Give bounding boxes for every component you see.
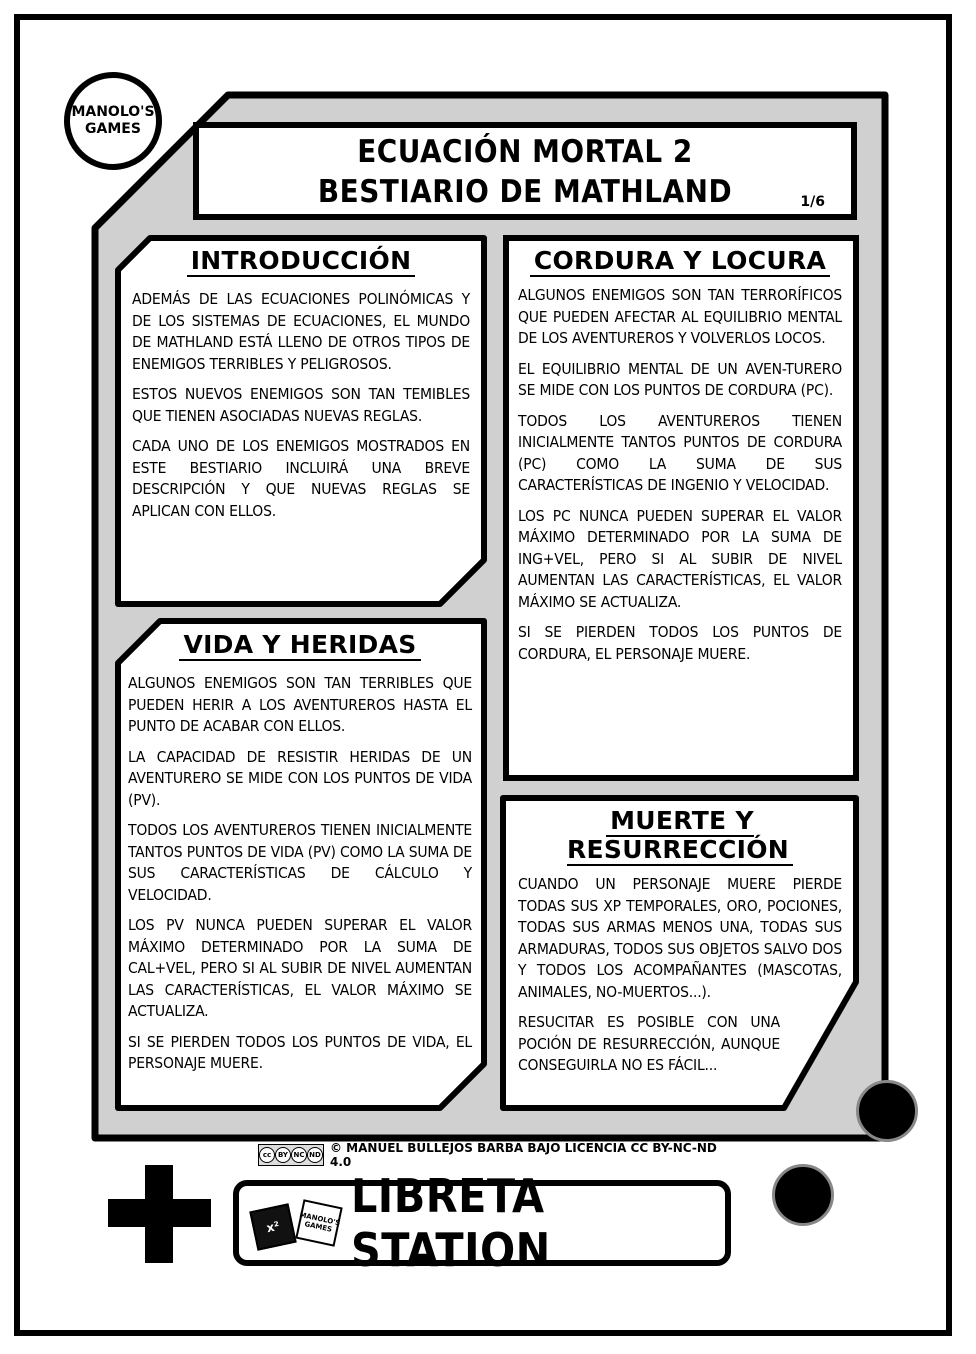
paragraph: ALGUNOS ENEMIGOS SON TAN TERRIBLES QUE PUEDEN HERIR A LOS AVENTUREROS HASTA EL PUNTO DE ACABAR CON ELLOS.: [128, 674, 472, 735]
paragraph: SI SE PIERDEN TODOS LOS PUNTOS DE CORDURA, EL PERSONAJE MUERE.: [518, 623, 842, 663]
paragraph: ADEMÁS DE LAS ECUACIONES POLINÓMICAS Y DE LOS SISTEMAS DE ECUACIONES, EL MUNDO DE MATHLAND ESTÁ LLENO DE OTROS TIPOS DE ENEMIGOS TERRIBLES Y PELIGROSOS.: [132, 290, 470, 373]
paragraph: ALGUNOS ENEMIGOS SON TAN TERRORÍFICOS QUE PUEDEN AFECTAR AL EQUILIBRIO MENTAL DE LOS AVENTUREROS Y VOLVERLOS LOCOS.: [518, 286, 842, 347]
paragraph: LOS PC NUNCA PUEDEN SUPERAR EL VALOR MÁXIMO DETERMINADO POR LA SUMA DE ING+VEL, PERO SI AL SUBIR DE NIVEL AUMENTAN LAS CARACTERÍSTICAS, EL VALOR MÁXIMO SE ACTUALIZA.: [518, 506, 842, 611]
paragraph: SI SE PIERDEN TODOS LOS PUNTOS DE VIDA, EL PERSONAJE MUERE.: [128, 1032, 472, 1072]
a-button: [856, 1080, 918, 1142]
section-muerte: [518, 806, 842, 1086]
cc-license-icon: [258, 1144, 324, 1166]
paragraph: RESUCITAR ES POSIBLE CON UNA POCIÓN DE RESURRECCIÓN, AUNQUE CONSEGUIRLA NO ES FÁCIL...: [518, 1013, 780, 1074]
license-text: © MANUEL BULLEJOS BARBA BAJO LICENCIA CC BY-NC-ND 4.0: [330, 1141, 717, 1169]
by-icon: BY: [275, 1147, 291, 1163]
paragraph: LA CAPACIDAD DE RESISTIR HERIDAS DE UN AVENTURERO SE MIDE CON LOS PUNTOS DE VIDA (PV).: [128, 747, 472, 809]
paragraph: CUANDO UN PERSONAJE MUERE PIERDE TODAS SUS XP TEMPORALES, ORO, POCIONES, TODAS SUS ARMAS MENOS UNA, TODAS SUS ARMADURAS, TODOS SUS OBJETOS SALVO DOS Y TODOS LOS ACOMPAÑANTES (MASCOTAS, ANIMALES, NO-MUERTOS...).: [518, 875, 842, 1001]
title-line1: ECUACIÓN MORTAL 2: [357, 134, 693, 170]
nc-icon: NC: [291, 1147, 307, 1163]
libreta-station-label: [233, 1169, 731, 1277]
paragraph: CADA UNO DE LOS ENEMIGOS MOSTRADOS EN ESTE BESTIARIO INCLUIRÁ UNA BREVE DESCRIPCIÓN Y QUE NUEVAS REGLAS SE APLICAN CON ELLOS.: [132, 437, 470, 520]
paragraph: TODOS LOS AVENTUREROS TIENEN INICIALMENTE TANTOS PUNTOS DE VIDA (PV) COMO LA SUMA DE SUS CARACTERÍSTICAS DE CÁLCULO Y VELOCIDAD.: [128, 821, 472, 904]
title-box: [193, 122, 857, 220]
paragraph: EL EQUILIBRIO MENTAL DE UN AVEN-TURERO SE MIDE CON LOS PUNTOS DE CORDURA (PC).: [518, 359, 842, 399]
dice-logo: [249, 1193, 341, 1253]
cc-icon: cc: [259, 1147, 275, 1163]
die-black-icon: x²: [249, 1203, 296, 1250]
license-line: [258, 1143, 728, 1167]
section-heading: VIDA Y HERIDAS: [128, 630, 472, 659]
die-white-icon: MANOLO'S GAMES: [295, 1199, 342, 1246]
paragraph: LOS PV NUNCA PUEDEN SUPERAR EL VALOR MÁXIMO DETERMINADO POR LA SUMA DE CAL+VEL, PERO SI AL SUBIR DE NIVEL AUMENTAN LAS CARACTERÍSTICAS, EL VALOR MÁXIMO SE ACTUALIZA.: [128, 916, 472, 1020]
station-title: LIBRETA STATION: [350, 1169, 551, 1277]
nd-icon: ND: [307, 1147, 323, 1163]
page-number: 1/6: [800, 194, 825, 210]
title-line2: BESTIARIO DE MATHLAND: [317, 174, 733, 210]
paragraph: TODOS LOS AVENTUREROS TIENEN INICIALMENTE TANTOS PUNTOS DE CORDURA (PC) COMO LA SUMA DE SUS CARACTERÍSTICAS DE INGENIO Y VELOCIDAD.: [518, 411, 842, 494]
b-button: [772, 1164, 834, 1226]
section-heading: CORDURA Y LOCURA: [518, 246, 842, 275]
section-cordura: [518, 246, 842, 674]
logo-line2: GAMES: [85, 121, 141, 137]
section-heading: INTRODUCCIÓN: [132, 246, 470, 275]
section-vida: [128, 630, 472, 1084]
section-heading: MUERTE Y RESURRECCIÓN: [518, 806, 842, 864]
logo-line1: MANOLO'S: [71, 104, 155, 120]
paragraph: ESTOS NUEVOS ENEMIGOS SON TAN TEMIBLES QUE TIENEN ASOCIADAS NUEVAS REGLAS.: [132, 385, 470, 425]
section-introduccion: [132, 246, 470, 531]
dpad-vertical: [145, 1165, 173, 1263]
